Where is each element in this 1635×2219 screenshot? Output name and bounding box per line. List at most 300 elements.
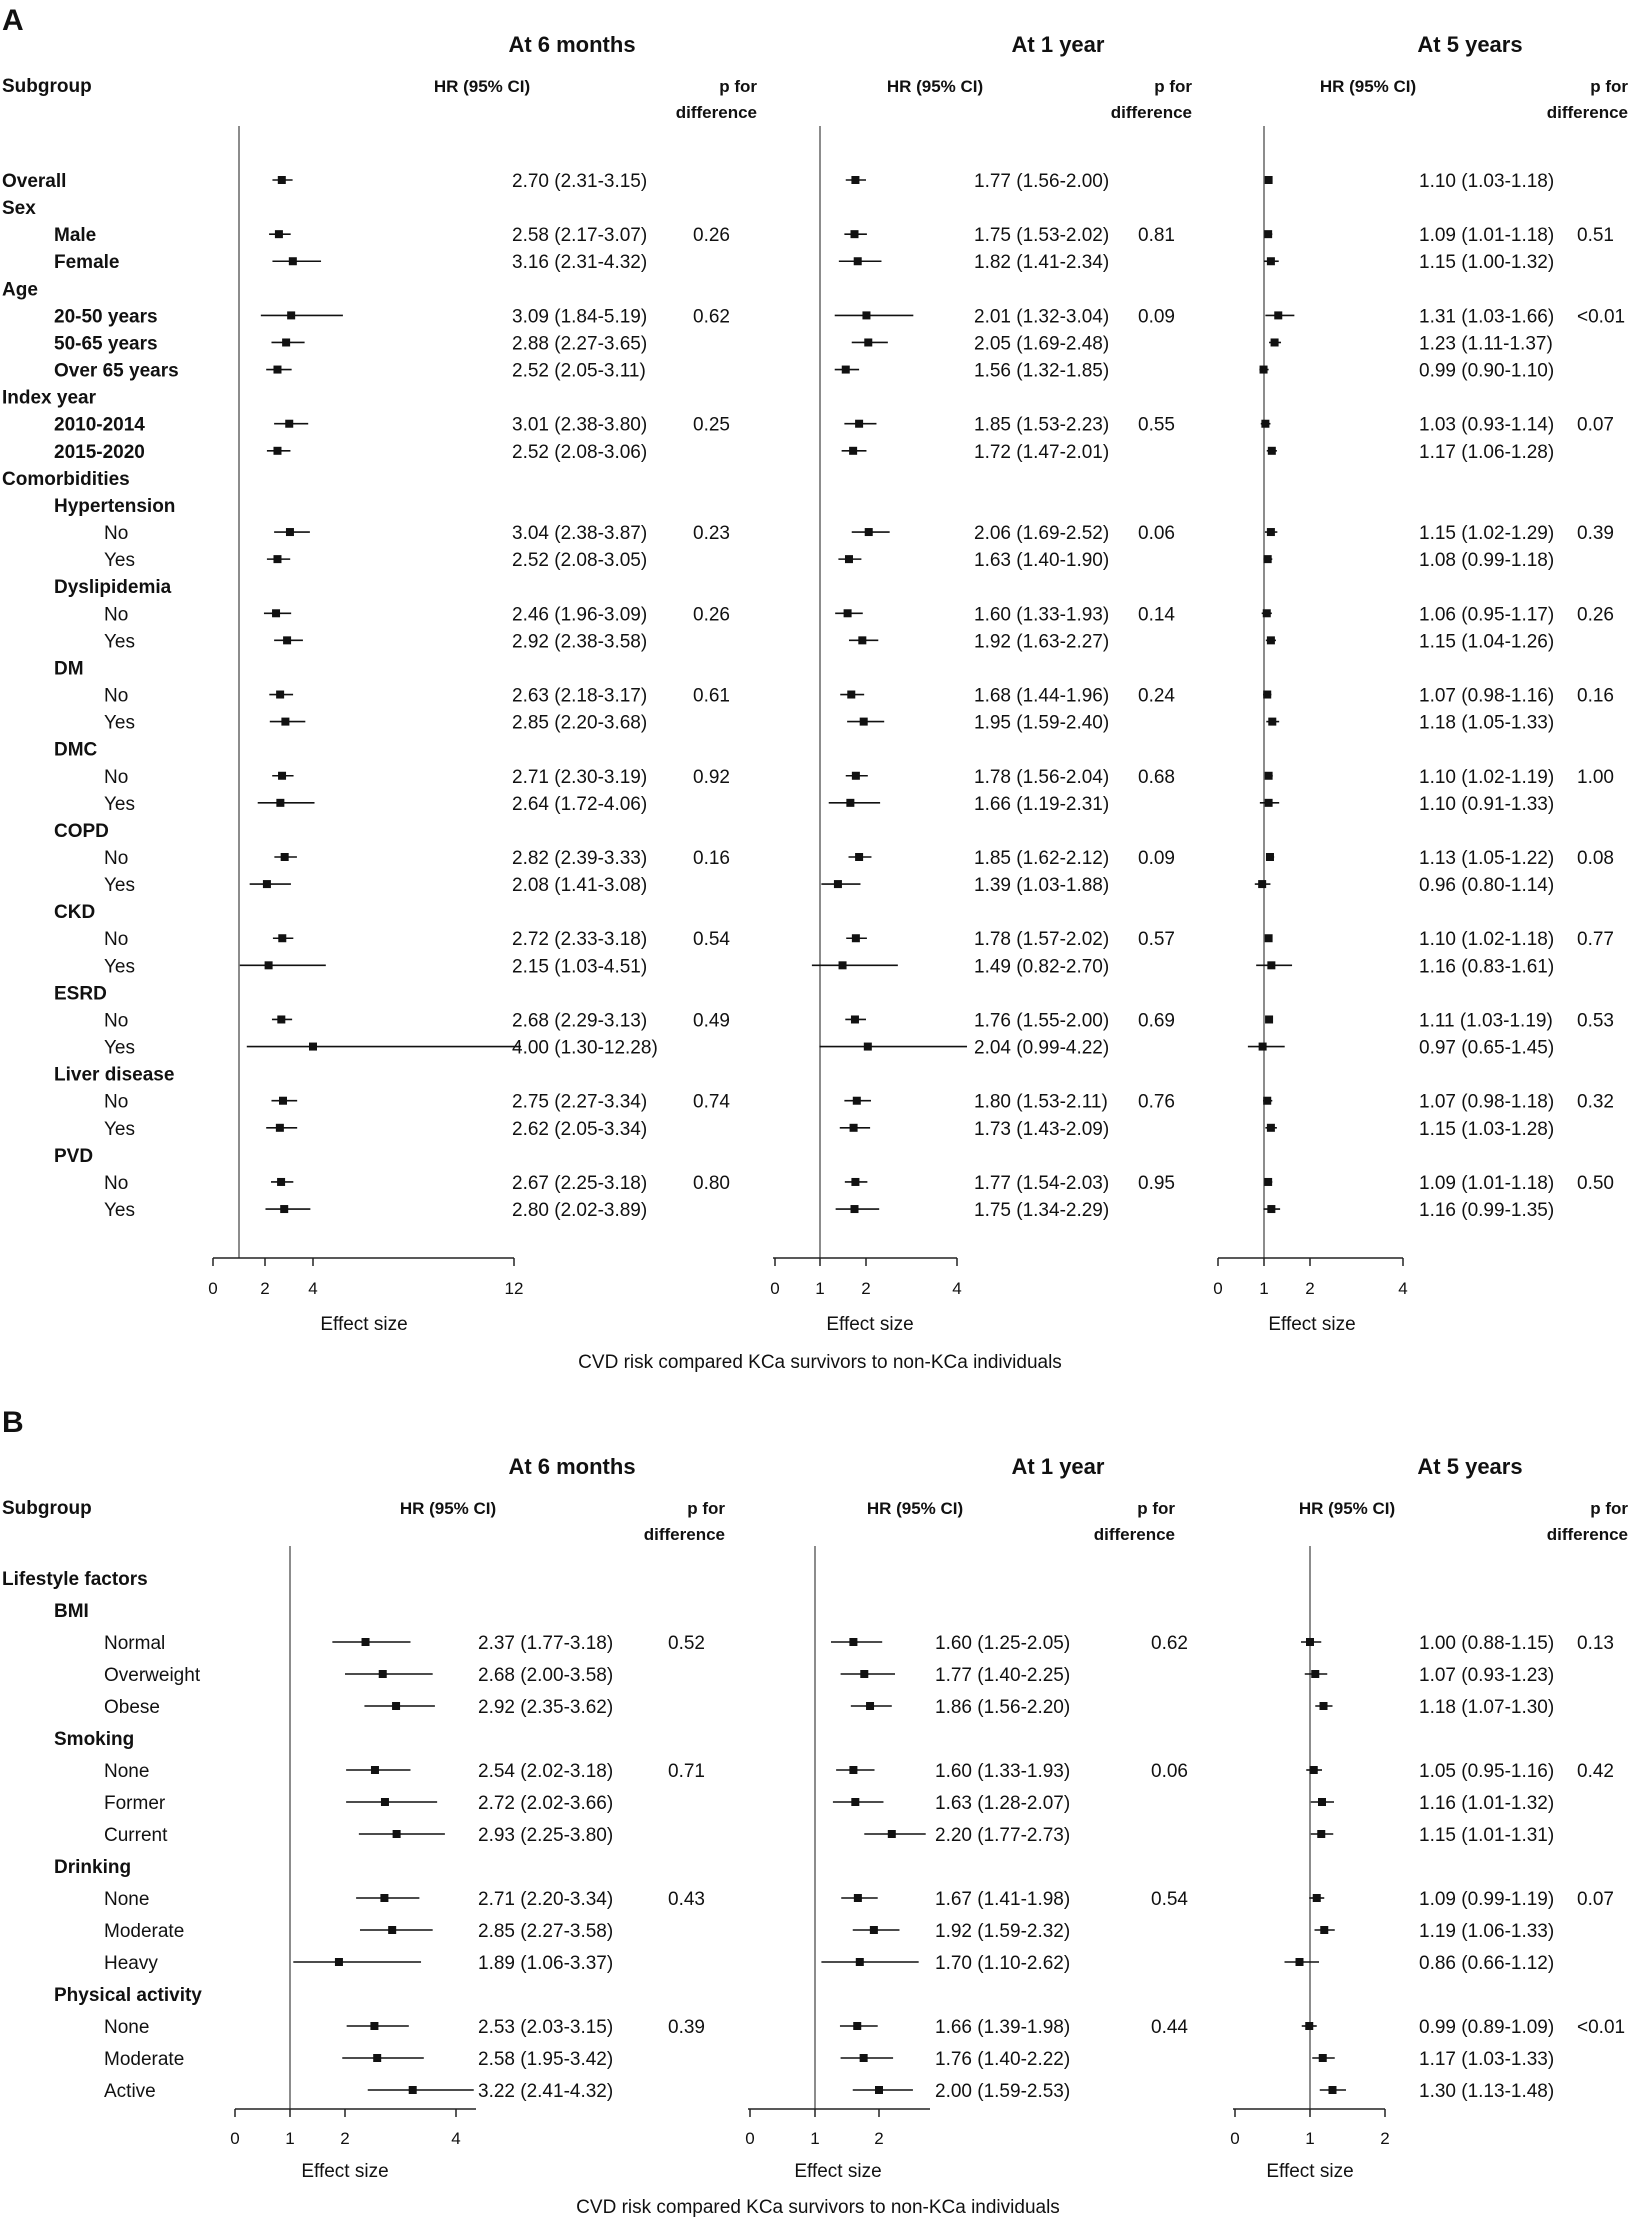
panel-a-hr-value: 1.77 (1.54-2.03) (974, 1172, 1110, 1194)
panel-a-p-value: 0.09 (1138, 306, 1175, 328)
panel-a-hr-value: 1.13 (1.05-1.22) (1419, 848, 1555, 869)
panel-b-point-estimate (1317, 1830, 1325, 1838)
panel-b-point-estimate (379, 1670, 387, 1678)
panel-b-point-estimate (1320, 1926, 1328, 1934)
panel-a-point-estimate (278, 934, 286, 942)
panel-b-hr-value: 0.99 (0.89-1.09) (1419, 2017, 1555, 2038)
panel-a-x-tick-label: 2 (260, 1279, 270, 1298)
panel-a-p-value: 0.50 (1577, 1172, 1614, 1194)
panel-a-point-estimate (852, 772, 860, 780)
panel-b-title-5years: At 5 years (1417, 1454, 1523, 1479)
panel-a-p-value: 0.74 (693, 1091, 730, 1113)
panel-b-hr-value: 2.58 (1.95-3.42) (478, 2049, 614, 2070)
panel-b-hr-value: 2.37 (1.77-3.18) (478, 1633, 614, 1654)
panel-a-hr-value: 1.07 (0.98-1.16) (1419, 685, 1555, 707)
panel-a-hr-value: 1.11 (1.03-1.19) (1419, 1010, 1553, 1032)
panel-a-point-estimate (1264, 230, 1272, 238)
panel-a-p-value: 0.09 (1138, 848, 1175, 869)
panel-a-x-tick-label: 2 (861, 1279, 871, 1298)
panel-a-hr-value: 2.63 (2.18-3.17) (512, 685, 648, 707)
panel-b-point-estimate (1305, 2022, 1313, 2030)
panel-a-point-estimate (276, 1124, 284, 1132)
panel-a-row-label: 20-50 years (54, 306, 158, 328)
panel-a-hr-value: 2.01 (1.32-3.04) (974, 306, 1110, 328)
panel-a-xlabel-5years: Effect size (1268, 1314, 1356, 1335)
panel-a-point-estimate (846, 799, 854, 807)
panel-a-hr-value: 2.08 (1.41-3.08) (512, 875, 648, 897)
panel-b-point-estimate (409, 2086, 417, 2094)
panel-a-hr-value: 1.15 (1.04-1.26) (1419, 631, 1555, 653)
panel-a-row-label: Yes (104, 956, 135, 978)
panel-b-hr-value: 1.09 (0.99-1.19) (1419, 1889, 1555, 1910)
panel-b-row-label: BMI (54, 1601, 89, 1622)
panel-a-hr-value: 2.67 (2.25-3.18) (512, 1172, 648, 1194)
panel-a-xlabel-6months: Effect size (320, 1314, 408, 1335)
panel-a-x-tick-label: 1 (1259, 1279, 1269, 1298)
panel-b-point-estimate (866, 1702, 874, 1710)
panel-a-row-label: Yes (104, 550, 135, 572)
panel-b-hr-header-5years: HR (95% CI) (1298, 1499, 1396, 1518)
panel-b-point-estimate (860, 1670, 868, 1678)
panel-a-point-estimate (273, 555, 281, 563)
panel-a-point-estimate (1265, 176, 1273, 184)
panel-a-hr-value: 1.15 (1.03-1.28) (1419, 1118, 1555, 1140)
panel-a-point-estimate (287, 311, 295, 319)
panel-a-point-estimate (278, 176, 286, 184)
panel-a-p-value: 0.54 (693, 929, 730, 951)
panel-a-hr-value: 2.52 (2.05-3.11) (512, 360, 646, 382)
panel-a-row-label: Index year (2, 387, 96, 409)
panel-a-point-estimate (851, 230, 859, 238)
panel-a-hr-value: 0.96 (0.80-1.14) (1419, 875, 1555, 897)
panel-a-row-label: No (104, 929, 129, 951)
panel-a-row-label: No (104, 848, 129, 869)
panel-a-row-label: Yes (104, 875, 135, 897)
panel-b-row-label: Heavy (104, 1953, 158, 1974)
panel-a-p-value: 0.16 (693, 848, 730, 869)
panel-a-p-value: 0.81 (1138, 225, 1175, 247)
panel-a-subgroup-header: Subgroup (2, 76, 92, 97)
panel-b-point-estimate (854, 1894, 862, 1902)
panel-b-hr-value: 1.60 (1.33-1.93) (935, 1761, 1071, 1782)
panel-a-p-value: 0.16 (1577, 685, 1614, 707)
panel-a-p-value: 0.26 (693, 604, 730, 626)
panel-a-point-estimate (1259, 1043, 1267, 1051)
panel-a-point-estimate (1267, 528, 1275, 536)
panel-b-p-value: 0.13 (1577, 1633, 1614, 1654)
panel-a-point-estimate (280, 1205, 288, 1213)
panel-b-hr-value: 1.05 (0.95-1.16) (1419, 1761, 1555, 1782)
panel-a-hr-value: 1.17 (1.06-1.28) (1419, 441, 1555, 463)
panel-a-point-estimate (1271, 338, 1279, 346)
panel-a-hr-value: 2.75 (2.27-3.34) (512, 1091, 648, 1113)
panel-a-point-estimate (1265, 772, 1273, 780)
panel-a-point-estimate (265, 961, 273, 969)
panel-b-hr-value: 1.63 (1.28-2.07) (935, 1793, 1071, 1814)
panel-a-hr-value: 2.04 (0.99-4.22) (974, 1037, 1110, 1059)
panel-a-hr-value: 1.78 (1.57-2.02) (974, 929, 1110, 951)
panel-a-p-value: 0.26 (693, 225, 730, 247)
panel-b-hr-value: 2.68 (2.00-3.58) (478, 1665, 614, 1686)
panel-b-row-label: Physical activity (54, 1985, 202, 2006)
panel-b-hr-value: 2.54 (2.02-3.18) (478, 1761, 614, 1782)
panel-b-hr-value: 2.00 (1.59-2.53) (935, 2081, 1071, 2102)
panel-a-point-estimate (273, 366, 281, 374)
panel-b-p-header-5years-line1: p for (1590, 1499, 1628, 1518)
panel-a-point-estimate (839, 961, 847, 969)
panel-b-hr-value: 1.07 (0.93-1.23) (1419, 1665, 1555, 1686)
panel-a-hr-value: 1.77 (1.56-2.00) (974, 171, 1110, 192)
panel-a-x-tick-label: 2 (1305, 1279, 1315, 1298)
panel-a-point-estimate (1263, 609, 1271, 617)
panel-a-row-label: DMC (54, 739, 98, 761)
panel-a-point-estimate (849, 447, 857, 455)
panel-b-point-estimate (1320, 1702, 1328, 1710)
panel-b-hr-value: 1.15 (1.01-1.31) (1419, 1825, 1555, 1846)
panel-b-row-label: None (104, 2017, 150, 2038)
panel-b-hr-value: 2.71 (2.20-3.34) (478, 1889, 614, 1910)
panel-a-hr-value: 1.73 (1.43-2.09) (974, 1118, 1110, 1140)
panel-b-point-estimate (1296, 1958, 1304, 1966)
panel-a-hr-value: 1.39 (1.03-1.88) (974, 875, 1110, 897)
panel-a-row-label: No (104, 685, 129, 707)
panel-a-row-label: Male (54, 225, 97, 247)
panel-b-x-tick-label: 0 (745, 2129, 755, 2148)
panel-a-p-value: 0.24 (1138, 685, 1175, 707)
panel-a-hr-value: 1.75 (1.34-2.29) (974, 1200, 1110, 1222)
panel-a-p-header-5years-line1: p for (1590, 77, 1628, 96)
panel-b-row-label: None (104, 1761, 150, 1782)
panel-b-p-header-6months-line1: p for (687, 1499, 725, 1518)
panel-a-point-estimate (855, 853, 863, 861)
panel-a-hr-value: 1.75 (1.53-2.02) (974, 225, 1110, 247)
panel-a-row-label: PVD (54, 1145, 94, 1167)
panel-a-p-value: 0.53 (1577, 1010, 1614, 1032)
panel-b-hr-value: 1.18 (1.07-1.30) (1419, 1697, 1555, 1718)
panel-b-hr-value: 1.30 (1.13-1.48) (1419, 2081, 1555, 2102)
panel-a-label: A (2, 4, 24, 37)
panel-a-p-value: 0.92 (693, 766, 730, 788)
panel-a-point-estimate (263, 880, 271, 888)
panel-a-row-label: CKD (54, 902, 96, 924)
panel-a-title-1year: At 1 year (1011, 32, 1105, 57)
panel-a-point-estimate (286, 528, 294, 536)
panel-b-hr-header-1year: HR (95% CI) (866, 1499, 964, 1518)
panel-a-row-label: No (104, 766, 129, 788)
panel-a-hr-value: 2.88 (2.27-3.65) (512, 333, 648, 355)
panel-a-hr-value: 1.03 (0.93-1.14) (1419, 414, 1555, 436)
panel-a-row-label: No (104, 523, 129, 545)
panel-b-p-value: 0.43 (668, 1889, 705, 1910)
panel-a-hr-value: 1.85 (1.53-2.23) (974, 414, 1110, 436)
panel-a-point-estimate (865, 528, 873, 536)
panel-a-point-estimate (1260, 366, 1268, 374)
panel-a-point-estimate (283, 636, 291, 644)
panel-b-hr-value: 2.53 (2.03-3.15) (478, 2017, 614, 2038)
panel-b-point-estimate (870, 1926, 878, 1934)
panel-b-row-label: Normal (104, 1633, 166, 1654)
panel-a-p-value: 0.61 (693, 685, 730, 707)
panel-a-row-label: Hypertension (54, 495, 176, 517)
panel-a-hr-value: 2.62 (2.05-3.34) (512, 1118, 648, 1140)
panel-b-row-label: Moderate (104, 1921, 185, 1942)
panel-b-hr-value: 2.72 (2.02-3.66) (478, 1793, 614, 1814)
panel-b-point-estimate (1318, 1798, 1326, 1806)
panel-a-point-estimate (273, 447, 281, 455)
panel-b-point-estimate (888, 1830, 896, 1838)
panel-a-p-value: 0.69 (1138, 1010, 1175, 1032)
panel-b-label: B (2, 1406, 24, 1439)
panel-b-p-value: 0.62 (1151, 1633, 1188, 1654)
panel-b-title-6months: At 6 months (508, 1454, 636, 1479)
panel-b-point-estimate (392, 1702, 400, 1710)
panel-a-point-estimate (282, 338, 290, 346)
panel-b-point-estimate (1311, 1670, 1319, 1678)
panel-a-point-estimate (277, 1015, 285, 1023)
panel-a-hr-value: 2.71 (2.30-3.19) (512, 766, 648, 788)
panel-a-x-tick-label: 4 (952, 1279, 962, 1298)
panel-a-point-estimate (844, 609, 852, 617)
panel-a-point-estimate (1267, 257, 1275, 265)
panel-a-p-value: 0.32 (1577, 1091, 1614, 1113)
panel-a-hr-value: 0.99 (0.90-1.10) (1419, 360, 1555, 382)
panel-a-point-estimate (854, 257, 862, 265)
panel-a-point-estimate (278, 772, 286, 780)
panel-a-point-estimate (1267, 961, 1275, 969)
panel-a-row-label: Liver disease (54, 1064, 175, 1086)
panel-a-point-estimate (858, 636, 866, 644)
panel-a-point-estimate (276, 691, 284, 699)
panel-a-point-estimate (851, 176, 859, 184)
panel-b-point-estimate (381, 1798, 389, 1806)
panel-b-point-estimate (371, 1766, 379, 1774)
panel-a-row-label: Comorbidities (2, 468, 130, 490)
panel-b-p-value: 0.54 (1151, 1889, 1188, 1910)
panel-a-hr-value: 2.70 (2.31-3.15) (512, 171, 648, 192)
panel-a-p-value: 0.55 (1138, 414, 1175, 436)
panel-a-hr-value: 1.82 (1.41-2.34) (974, 252, 1110, 274)
panel-b-hr-value: 2.85 (2.27-3.58) (478, 1921, 614, 1942)
panel-a-row-label: COPD (54, 820, 109, 842)
panel-b-point-estimate (860, 2054, 868, 2062)
panel-b-hr-value: 0.86 (0.66-1.12) (1419, 1953, 1555, 1974)
panel-b-subgroup-header: Subgroup (2, 1498, 92, 1519)
panel-a-p-header-6months-line1: p for (719, 77, 757, 96)
panel-a-hr-value: 1.10 (1.03-1.18) (1419, 171, 1555, 192)
panel-a-row-label: Overall (2, 171, 67, 192)
panel-a-hr-value: 1.49 (0.82-2.70) (974, 956, 1110, 978)
panel-a-row-label: No (104, 1172, 129, 1194)
panel-a-hr-value: 3.16 (2.31-4.32) (512, 252, 648, 274)
panel-a-point-estimate (277, 1178, 285, 1186)
panel-a-p-value: 0.25 (693, 414, 730, 436)
panel-b-x-tick-label: 2 (1380, 2129, 1390, 2148)
panel-a-point-estimate (272, 609, 280, 617)
panel-b-point-estimate (1306, 1638, 1314, 1646)
panel-a-hr-value: 2.58 (2.17-3.07) (512, 225, 648, 247)
panel-b-x-tick-label: 1 (1305, 2129, 1315, 2148)
panel-a-point-estimate (1265, 934, 1273, 942)
panel-a-hr-value: 2.68 (2.29-3.13) (512, 1010, 648, 1032)
panel-a-hr-value: 3.09 (1.84-5.19) (512, 306, 648, 328)
panel-a-hr-value: 2.15 (1.03-4.51) (512, 956, 648, 978)
panel-a-p-value: 0.80 (693, 1172, 730, 1194)
panel-b-hr-value: 2.92 (2.35-3.62) (478, 1697, 614, 1718)
panel-b-row-label: Active (104, 2081, 156, 2102)
panel-b-point-estimate (851, 1798, 859, 1806)
panel-a-hr-value: 2.52 (2.08-3.06) (512, 441, 648, 463)
panel-b-x-tick-label: 1 (810, 2129, 820, 2148)
panel-a-hr-value: 3.04 (2.38-3.87) (512, 523, 648, 545)
panel-b-point-estimate (1319, 2054, 1327, 2062)
panel-a-point-estimate (847, 691, 855, 699)
panel-b-point-estimate (856, 1958, 864, 1966)
panel-a-hr-value: 1.31 (1.03-1.66) (1419, 306, 1555, 328)
panel-b-p-value: 0.39 (668, 2017, 705, 2038)
panel-a-point-estimate (275, 230, 283, 238)
panel-a-p-value: 0.08 (1577, 848, 1614, 869)
panel-b-xlabel-1year: Effect size (794, 2161, 882, 2182)
panel-a-p-header-5years-line2: difference (1546, 103, 1628, 122)
panel-b-x-tick-label: 0 (1230, 2129, 1240, 2148)
panel-a-hr-value: 1.15 (1.02-1.29) (1419, 523, 1555, 545)
panel-b-title-1year: At 1 year (1011, 1454, 1105, 1479)
panel-a-point-estimate (851, 1178, 859, 1186)
panel-a-hr-value: 1.16 (0.83-1.61) (1419, 956, 1555, 978)
panel-a-point-estimate (1264, 555, 1272, 563)
panel-b-hr-value: 1.19 (1.06-1.33) (1419, 1921, 1555, 1942)
panel-a-point-estimate (1268, 718, 1276, 726)
panel-b-point-estimate (373, 2054, 381, 2062)
panel-a-hr-value: 1.56 (1.32-1.85) (974, 360, 1110, 382)
panel-b-p-value: 0.71 (668, 1761, 705, 1782)
panel-b-p-value: 0.52 (668, 1633, 705, 1654)
panel-a-hr-value: 1.15 (1.00-1.32) (1419, 252, 1555, 274)
panel-a-row-label: 2015-2020 (54, 441, 145, 463)
panel-a-hr-value: 2.46 (1.96-3.09) (512, 604, 648, 626)
panel-a-hr-value: 2.82 (2.39-3.33) (512, 848, 648, 869)
panel-a-x-tick-label: 4 (1398, 1279, 1408, 1298)
panel-a-point-estimate (1263, 691, 1271, 699)
panel-a-point-estimate (276, 799, 284, 807)
panel-a-row-label: ESRD (54, 983, 107, 1005)
panel-a-row-label: Age (2, 279, 38, 301)
panel-a-point-estimate (834, 880, 842, 888)
panel-a-p-value: 0.77 (1577, 929, 1614, 951)
panel-a-p-value: 0.62 (693, 306, 730, 328)
panel-a-point-estimate (855, 420, 863, 428)
panel-a-row-label: No (104, 1010, 129, 1032)
panel-b-xlabel-6months: Effect size (301, 2161, 389, 2182)
panel-b-p-value: 0.42 (1577, 1761, 1614, 1782)
panel-b-hr-value: 1.16 (1.01-1.32) (1419, 1793, 1555, 1814)
panel-a-hr-value: 1.10 (0.91-1.33) (1419, 793, 1555, 815)
panel-b-point-estimate (1329, 2086, 1337, 2094)
panel-a-hr-value: 2.92 (2.38-3.58) (512, 631, 648, 653)
panel-a-point-estimate (1274, 311, 1282, 319)
panel-a-p-value: <0.01 (1577, 306, 1626, 328)
panel-a-hr-value: 1.76 (1.55-2.00) (974, 1010, 1110, 1032)
panel-b-caption: CVD risk compared KCa survivors to non-KCa individuals (576, 2197, 1060, 2218)
panel-a-x-tick-label: 0 (1213, 1279, 1223, 1298)
panel-b-x-tick-label: 0 (230, 2129, 240, 2148)
panel-a-x-tick-label: 1 (815, 1279, 825, 1298)
panel-b-point-estimate (849, 1766, 857, 1774)
panel-b-p-header-1year-line2: difference (1093, 1525, 1175, 1544)
panel-a-row-label: Yes (104, 631, 135, 653)
panel-b-row-label: Obese (104, 1697, 160, 1718)
panel-a-hr-value: 1.18 (1.05-1.33) (1419, 712, 1555, 734)
panel-b-p-value: 0.06 (1151, 1761, 1188, 1782)
panel-a-hr-value: 1.10 (1.02-1.18) (1419, 929, 1555, 951)
panel-a-hr-value: 1.72 (1.47-2.01) (974, 441, 1110, 463)
panel-a-p-value: 0.49 (693, 1010, 730, 1032)
panel-b-row-label: Lifestyle factors (2, 1569, 148, 1590)
panel-a-point-estimate (842, 366, 850, 374)
panel-a-hr-value: 2.06 (1.69-2.52) (974, 523, 1110, 545)
panel-a-x-tick-label: 4 (308, 1279, 318, 1298)
panel-b-row-label: Drinking (54, 1857, 132, 1878)
panel-a-point-estimate (852, 934, 860, 942)
panel-a-point-estimate (860, 718, 868, 726)
panel-b-hr-value: 1.92 (1.59-2.32) (935, 1921, 1071, 1942)
panel-b-point-estimate (362, 1638, 370, 1646)
panel-a-hr-value: 1.92 (1.63-2.27) (974, 631, 1110, 653)
panel-a-hr-value: 2.80 (2.02-3.89) (512, 1200, 648, 1222)
panel-a-p-value: 0.39 (1577, 523, 1614, 545)
panel-a-row-label: Over 65 years (54, 360, 179, 382)
panel-a-row-label: No (104, 604, 129, 626)
panel-a-point-estimate (1264, 1178, 1272, 1186)
panel-a-point-estimate (1261, 420, 1269, 428)
panel-a-hr-header-5years: HR (95% CI) (1319, 77, 1417, 96)
panel-b-p-header-1year-line1: p for (1137, 1499, 1175, 1518)
panel-a-row-label: Dyslipidemia (54, 577, 172, 599)
panel-b-p-header-6months-line2: difference (643, 1525, 725, 1544)
panel-a-point-estimate (864, 1043, 872, 1051)
panel-b-p-header-5years-line2: difference (1546, 1525, 1628, 1544)
panel-a-row-label: DM (54, 658, 84, 680)
panel-a-x-tick-label: 12 (504, 1279, 524, 1298)
panel-a-x-tick-label: 0 (770, 1279, 780, 1298)
panel-a-p-header-1year-line2: difference (1110, 103, 1192, 122)
panel-a-hr-value: 1.63 (1.40-1.90) (974, 550, 1110, 572)
panel-a-point-estimate (309, 1043, 317, 1051)
panel-a-hr-value: 1.09 (1.01-1.18) (1419, 225, 1555, 247)
panel-b-hr-value: 1.86 (1.56-2.20) (935, 1697, 1071, 1718)
panel-a-point-estimate (281, 718, 289, 726)
panel-b-row-label: Overweight (104, 1665, 201, 1686)
panel-b-point-estimate (370, 2022, 378, 2030)
panel-a-xlabel-1year: Effect size (826, 1314, 914, 1335)
panel-a-p-value: 0.95 (1138, 1172, 1175, 1194)
panel-b-point-estimate (849, 1638, 857, 1646)
panel-a-p-value: 0.68 (1138, 766, 1175, 788)
panel-a-hr-value: 2.52 (2.08-3.05) (512, 550, 648, 572)
panel-a-row-label: Yes (104, 1200, 135, 1222)
panel-b-x-tick-label: 2 (874, 2129, 884, 2148)
panel-b-hr-value: 2.20 (1.77-2.73) (935, 1825, 1071, 1846)
panel-a-row-label: No (104, 1091, 129, 1113)
panel-a-p-value: 0.07 (1577, 414, 1614, 436)
panel-a-hr-value: 1.78 (1.56-2.04) (974, 766, 1110, 788)
panel-a-hr-value: 2.72 (2.33-3.18) (512, 929, 648, 951)
panel-a-row-label: Yes (104, 793, 135, 815)
panel-a-hr-value: 1.95 (1.59-2.40) (974, 712, 1110, 734)
panel-a-row-label: 2010-2014 (54, 414, 145, 436)
panel-a-point-estimate (289, 257, 297, 265)
panel-b-x-tick-label: 1 (285, 2129, 295, 2148)
